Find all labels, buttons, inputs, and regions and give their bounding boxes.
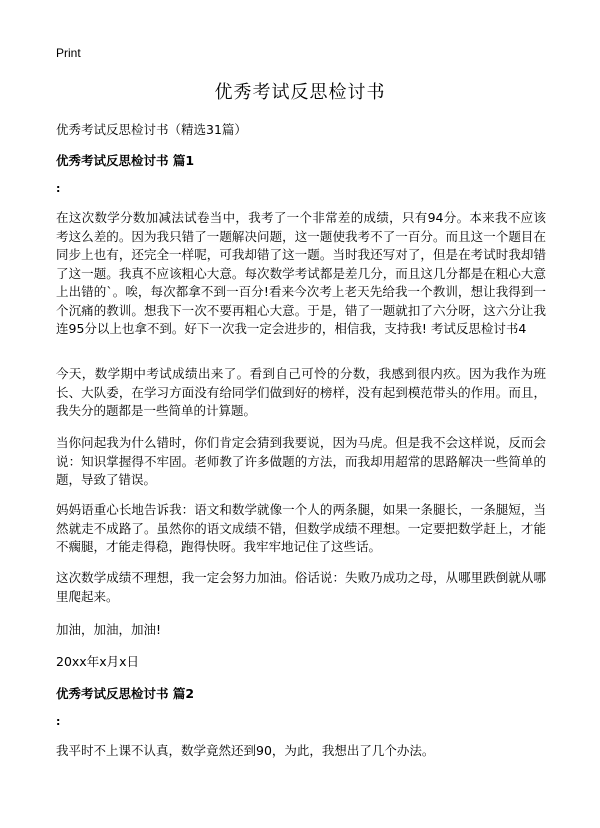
document-subtitle: 优秀考试反思检讨书（精选31篇） xyxy=(56,122,247,137)
section-2-heading: 优秀考试反思检讨书 篇2 xyxy=(56,686,195,701)
document-title: 优秀考试反思检讨书 xyxy=(214,82,386,103)
section-1-paragraph-4: 妈妈语重心长地告诉我：语文和数学就像一个人的两条腿，如果一条腿长，一条腿短，当然就走不成路了。虽然你的语文成绩不错，但数学成绩不理想。一定要把数学赶上，才能不瘸腿，才能走得稳，跑得快呀。我牢牢地记住了这些话。 xyxy=(56,502,546,554)
section-1-paragraph-1: 在这次数学分数加减法试卷当中，我考了一个非常差的成绩，只有94分。本来我不应该考这么差的。因为我只错了一题解决问题，这一题使我考不了一百分。而且这一个题目在同步上也有，还完全一样呢，可我却错了这一题。当时我还写对了，但是在考试时我却错了这一题。我真不应该粗心大意。每次数学考试都是差几分，而且这几分都是在粗心大意上出错的`。唉，每次都拿不到一百分!看来今次考上老天先给我一个教训，想让我得到一个沉痛的教训。想我下一次不要再粗心大意。于是，错了一题就扣了六分呀，这六分让我连95分以上也拿不到。好下一次我一定会进步的，相信我，支持我! 考试反思检讨书4 xyxy=(56,210,546,336)
section-1-paragraph-2: 今天，数学期中考试成绩出来了。看到自己可怜的分数，我感到很内疚。因为我作为班长、大队委，在学习方面没有给同学们做到好的榜样，没有起到模范带头的作用。而且，我失分的题都是一些简单的计算题。 xyxy=(56,366,546,418)
section-1-cheer: 加油，加油，加油! xyxy=(56,622,162,637)
section-1-date: 20xx年x月x日 xyxy=(56,654,139,669)
section-1-paragraph-3: 当你问起我为什么错时，你们肯定会猜到我要说，因为马虎。但是我不会这样说，反而会说：知识掌握得不牢固。老师教了许多做题的方法，而我却用超常的思路解决一些简单的题，导致了错误。 xyxy=(56,435,546,487)
section-2-paragraph-1: 我平时不上课不认真，数学竟然还到90，为此，我想出了几个办法。 xyxy=(56,743,435,758)
print-label: Print xyxy=(56,46,81,60)
section-2-colon: : xyxy=(56,715,61,728)
section-1-heading: 优秀考试反思检讨书 篇1 xyxy=(56,153,195,168)
section-1-paragraph-5: 这次数学成绩不理想，我一定会努力加油。俗话说：失败乃成功之母，从哪里跌倒就从哪里爬起来。 xyxy=(56,570,546,604)
section-1-colon: : xyxy=(56,182,61,195)
